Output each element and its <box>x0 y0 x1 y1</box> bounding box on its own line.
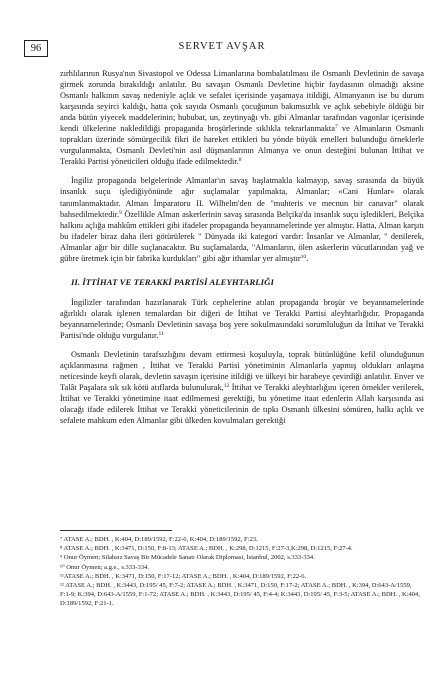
footnote-10: ¹⁰ Onur Öymen; a.g.e., s.333-334. <box>60 563 149 571</box>
footnote-ref-10[interactable]: 10 <box>300 253 307 260</box>
footnote-11: ¹¹ATASE A.; BDH. , K:3471, D:150, F:17-12; ATASE A.; BDH. , K:404, D:189/1592, F:22-6. <box>60 572 307 580</box>
paragraph-2-text-b: Özellikle Alman askerlerinin savaş sırasında Belçika'da insanlık suçu işledikleri, Belçika halkını açlığa mahkûm ettikleri gibi ifadeler propaganda beyannamelerinde yer almıştır. Hatta, Alman karşıtı bu ifadeler biraz daha ileri götürülerek " Dünyada iki kategori vardır: İnsanlar ve Almanlar, " denilerek, Almanlar ağır bir dille suçlanacaktır. Bu suçlamalarda, "Almanların, ölen askerlerin vücutlarından yağ ve gübre üretmek için bir fabrika kurdukları" gibi ağır ithamlar yer almıştır <box>60 209 424 263</box>
paragraph-1 <box>60 68 424 167</box>
paragraph-1-text-b: ve Almanların Osmanlı toprakları üzerinde sömürgecilik fikri ile hareket ettikleri bu yönde büyük emelleri bulunduğu örneklerle vurgulanmakta, Osmanlı Devleti'nin asıl düşmanlarının Almanya ve onun desteğini bulunan İttihat ve Terakki Partisi yöneticileri olduğu ifade edilmektedir. <box>60 124 424 167</box>
paragraph-2 <box>60 175 424 263</box>
footnote-separator <box>60 530 172 531</box>
footnote-ref-12[interactable]: 12 <box>223 383 230 390</box>
paragraph-4-text-b: İttihat ve Terakki aleyhtarlığını içeren örnekler verilerek, İttihat ve Terakki yönetimine itaat edilmemesi gerektiği, bu yönetime itaat edenlerin Allah karşısında asi olacağı ifade edilerek İttihat ve Terakki yöneticilerinin de tıpkı Osmanlı ülkesini sömüren, halkı açlık ve sefalete mahkum eden Almanlar gibi ülkeden kovulmaları gerektiği <box>60 383 424 426</box>
footnote-12: ¹² ATASE A.; BDH. , K:3443, D:195/ 45, F:7-2; ATASE A.; BDH. , K:3471, D:150, F:17-2; ATASE A.; BDH. , K:394, D:643-A/1559, F:1-9; K:394, D:643-A/1559, F:1-72; ATASE A.; BDH. , K:3443, D:195/ 45, F:4-4; K:3443, D:195/ 45, F:3-5; ATASE A.; BDH. , K:404, D:189/1592, F:21-1. <box>60 582 420 608</box>
footnote-ref-9[interactable]: 9 <box>119 209 122 216</box>
footnote-9: ⁹ Onur Öymen; Silahsız Savaş Bir Mücadele Sanatı Olarak Diplomasi, İstanbul, 2002, s.333-334. <box>60 554 315 562</box>
page-header <box>24 40 420 56</box>
paragraph-3-text: İngilizler tarafından hazırlanarak Türk cephelerine atılan propaganda broşür ve beyannamelerinde ağırlıklı olarak işlenen temalardan bir diğeri de İttihat ve Terakki Partisi aleyhtarlığıdır. Propaganda beyannamelerinde; Osmanlı Devletinin savaşa boş yere sokulmasındaki sorumluluğun da İttihat ve Terakki Partisi'nde olduğu vurgulanır. <box>60 297 424 340</box>
paragraph-2-text-c: . <box>306 253 309 263</box>
footnote-ref-11[interactable]: 11 <box>158 330 164 337</box>
page-number-box: 96 <box>24 40 48 57</box>
paragraph-4 <box>60 349 424 426</box>
paragraph-2-text-a: İngiliz propaganda belgelerinde Almanlar'ın savaş başlatmakla kalmayıp, savaş sırasında da büyük insanlık suçu işlediğiyönünde ağır suçlamalar yapılmakta, Almanlar; «Cani Hunlar» olarak tanımlanmaktadır. Alman İmparatoru II. Wilhelm'den de "muhteris ve mecnun bir canavar" olarak bahsedilmektedir. <box>60 176 424 219</box>
body-text <box>60 68 424 426</box>
paragraph-3 <box>60 297 424 341</box>
paragraph-4-text-a: Osmanlı Devletinin tarafsızlığını devam ettirmesi koşuluyla, toprak bütünlüğüne kefil olunduğunun açıklanmasına rağmen , İttihat ve Terakki Partisi yönetiminin Almanlarla yapmış oldukları anlaşma neticesinde keyfi olarak, devletin savaşın içerisine itildiği ve ülkeyi bir harabeye çevirdiği anlatılır. Enver ve Talât Paşalara sık sık kötü atıflarda bulunulurak, <box>60 350 424 393</box>
running-head: SERVET AVŞAR <box>178 41 266 52</box>
section-heading: II. İTTİHAT VE TERAKKİ PARTİSİ ALEYHTARLIĞI <box>71 276 274 287</box>
footnote-ref-7[interactable]: 7 <box>334 124 338 131</box>
footnote-ref-8[interactable]: 8 <box>238 157 242 164</box>
paragraph-1-text-a: zırhlılarının Rusya'nın Sivastopol ve Odessa Limanlarına bombalatılması ile Osmanlı Devletinin de savaşa girmek zorunda bırakıldığı anlatılır. Bu savaşın Osmanlı Devletine hiçbir faydasının olmadığı aksine Osmanlı halkının savaş nedeniyle açlık ve sefalet içerisinde yaşamaya itildiği, Almanyanın ise bu durum karşısında seyirci kaldığı, hatta çok sayıda Osmanlı çocuğunun bakımsızlık ve açlık sebebiyle öldüğü bir anda bütün yiyecek maddelerinin; hububat, un, zeytinyağı vb. gibi Almanlar tarafından vagonlar içerisinde kendi ülkelerine nakledildiği propaganda broşürlerinde sıklıkla tekrarlanmakta <box>60 69 424 134</box>
footnote-8: ⁸ ATASE A.; BDH. , K:3471, D:150, F:8-13; ATASE A.; BDH. , K:298, D:1215, F:27-3,K:298, D:1215, F:27-4. <box>60 545 353 553</box>
footnote-7: ⁷ ATASE A.; BDH. , K:404, D:189/1592, F:22-6, K:404, D:189/1592, F:23. <box>60 536 258 543</box>
footnotes <box>60 535 424 609</box>
